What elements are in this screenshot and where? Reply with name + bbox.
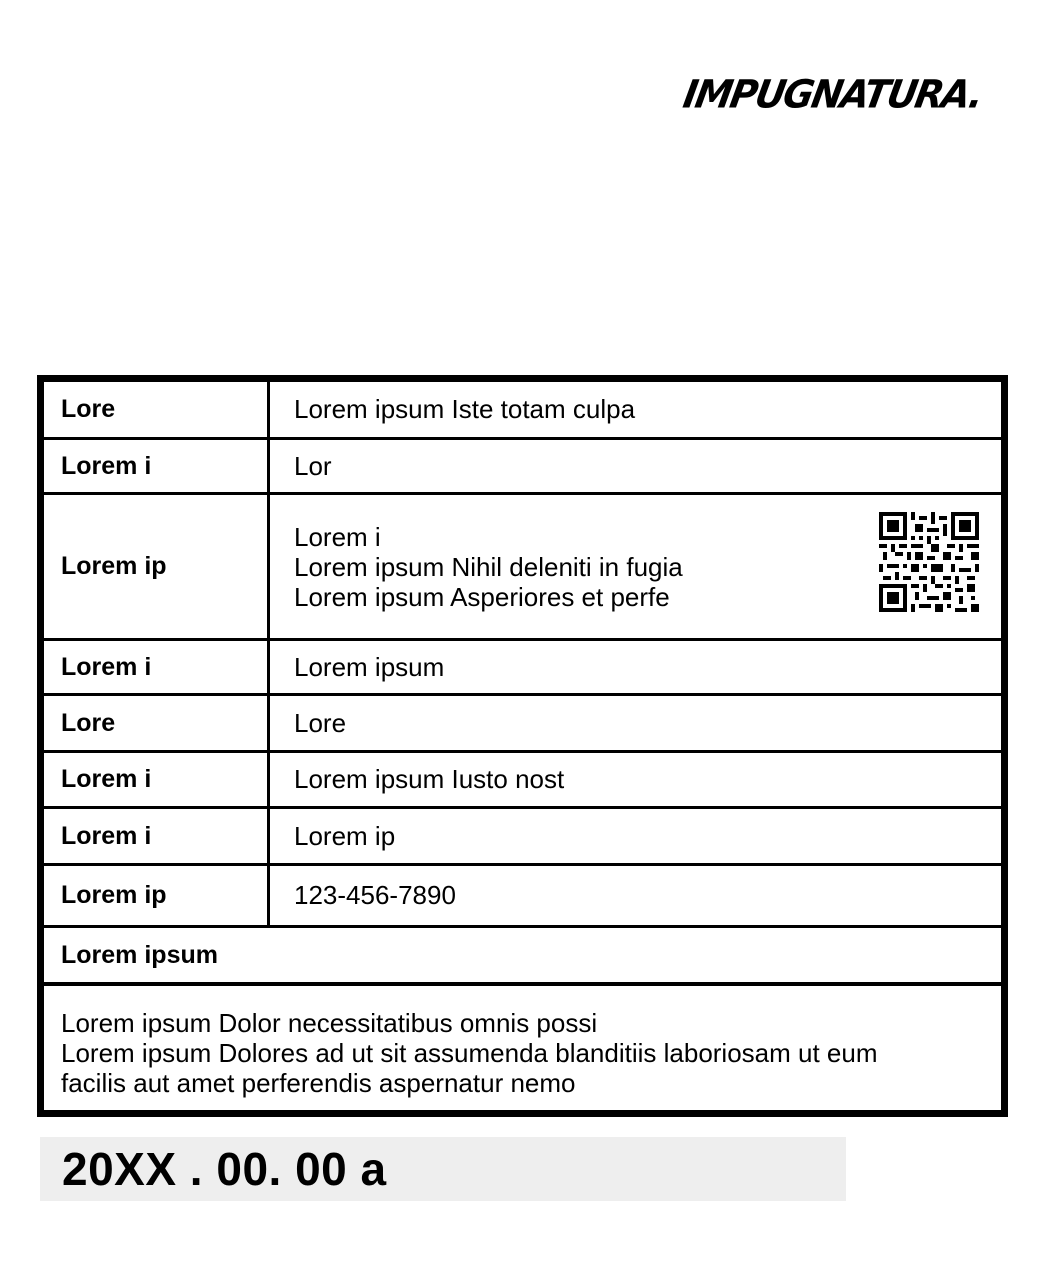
row-value: Lorem ipsum Iste totam culpa bbox=[294, 394, 636, 424]
brand-logo: IMPUGNATURA. bbox=[680, 71, 986, 118]
notes-line: Lorem ipsum Dolor necessitatibus omnis possi bbox=[61, 1008, 598, 1038]
row-value-line: Lorem ipsum Asperiores et perfe bbox=[294, 581, 670, 612]
notes-heading: Lorem ipsum bbox=[61, 940, 218, 969]
table-row bbox=[44, 753, 1001, 809]
phone-number: 123-456-7890 bbox=[294, 880, 456, 910]
row-label: Lorem ip bbox=[44, 866, 270, 925]
row-value-line: Lorem i bbox=[294, 521, 381, 552]
row-label: Lore bbox=[44, 382, 270, 437]
table-row bbox=[44, 696, 1001, 753]
row-label: Lorem ip bbox=[44, 495, 270, 638]
notes-header-row bbox=[44, 928, 1001, 986]
notes-line: Lorem ipsum Dolores ad ut sit assumenda blanditiis laboriosam ut eum bbox=[61, 1038, 878, 1068]
table-row bbox=[44, 641, 1001, 696]
row-value: Lor bbox=[294, 450, 332, 481]
table-row bbox=[44, 866, 1001, 928]
row-label: Lorem i bbox=[44, 440, 270, 492]
row-value: Lorem ipsum Iusto nost bbox=[294, 764, 565, 794]
table-row bbox=[44, 440, 1001, 495]
table-row bbox=[44, 495, 1001, 641]
row-value-line: Lorem ipsum Nihil deleniti in fugia bbox=[294, 551, 683, 582]
row-value: Lorem ip bbox=[294, 820, 396, 851]
table-row bbox=[44, 382, 1001, 440]
row-label: Lorem i bbox=[44, 753, 270, 806]
row-label: Lore bbox=[44, 696, 270, 750]
date-bar bbox=[40, 1137, 846, 1201]
info-table bbox=[37, 375, 1008, 1117]
table-row bbox=[44, 809, 1001, 866]
row-label: Lorem i bbox=[44, 641, 270, 693]
notes-row bbox=[44, 986, 1001, 1110]
date-text: 20XX . 00. 00 a bbox=[62, 1143, 387, 1195]
row-label: Lorem i bbox=[44, 809, 270, 863]
qr-code-icon bbox=[879, 512, 979, 612]
notes-line: facilis aut amet perferendis aspernatur nemo bbox=[61, 1068, 576, 1098]
row-value-multiline bbox=[270, 495, 1001, 638]
row-value: Lore bbox=[294, 707, 347, 738]
row-value: Lorem ipsum bbox=[294, 651, 445, 682]
